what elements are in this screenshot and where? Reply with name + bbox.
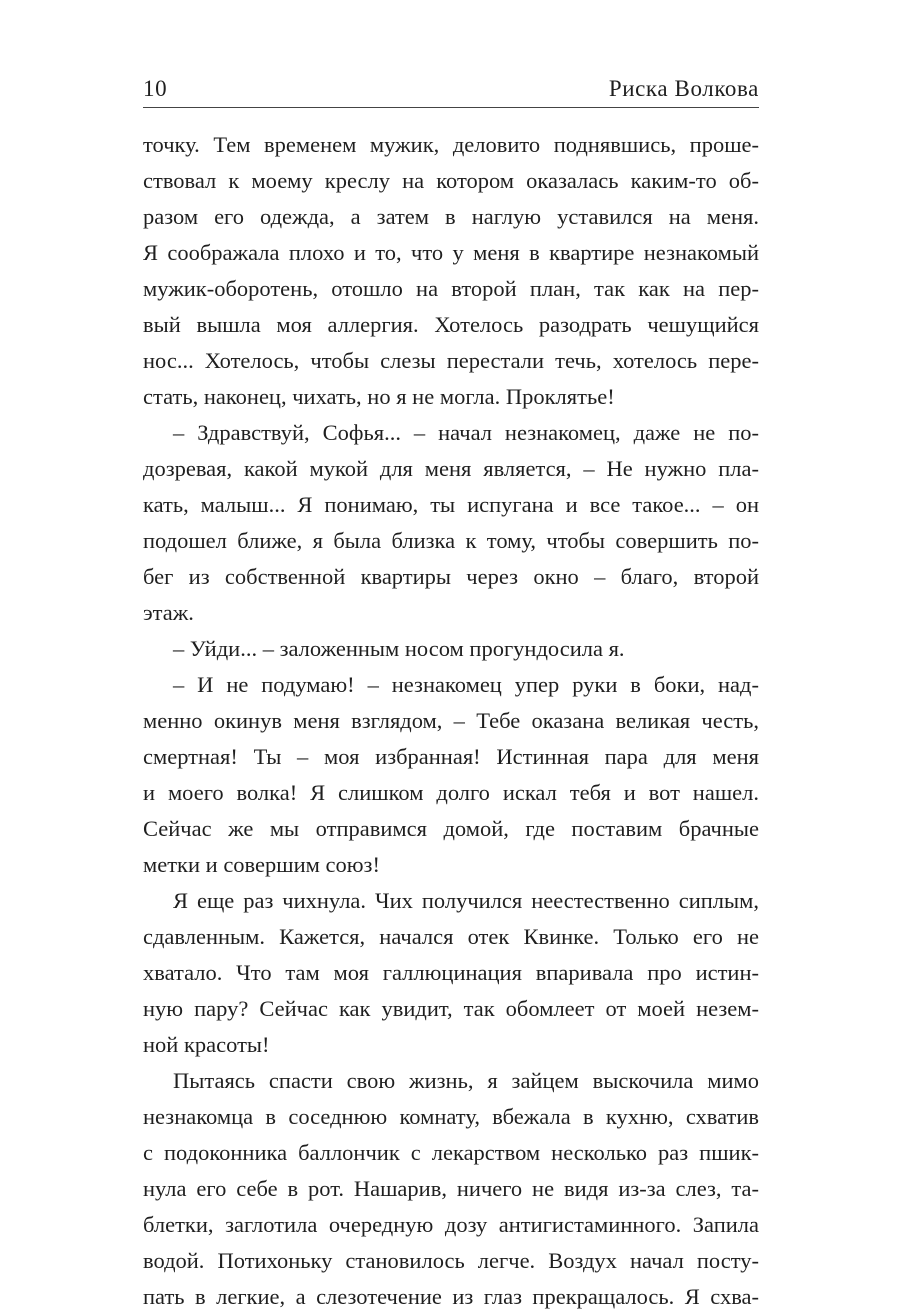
author-name: Риска Волкова — [608, 76, 759, 101]
text-line: подошел ближе, я была близка к тому, чтобы совершить по- — [143, 528, 759, 553]
text-line: метки и совершим союз! — [143, 852, 380, 877]
text-line: нула его себе в рот. Нашарив, ничего не видя из-за слез, та- — [143, 1176, 759, 1201]
text-line: разом его одежда, а затем в наглую уставился на меня. — [143, 204, 759, 229]
text-line: ную пару? Сейчас как увидит, так обомлеет от моей незем- — [143, 996, 759, 1021]
text-line: – Здравствуй, Софья... – начал незнакомец, даже не по- — [173, 420, 759, 445]
text-line: Сейчас же мы отправимся домой, где поставим брачные — [143, 816, 759, 841]
running-header — [143, 68, 759, 102]
text-line: стать, наконец, чихать, но я не могла. Проклятье! — [143, 384, 615, 409]
text-line: пать в легкие, а слезотечение из глаз прекращалось. Я схва- — [143, 1284, 759, 1309]
header-rule — [143, 107, 759, 108]
text-line: с подоконника баллончик с лекарством несколько раз пшик- — [143, 1140, 759, 1165]
page-number: 10 — [143, 76, 168, 101]
text-line: ствовал к моему креслу на котором оказалась каким-то об- — [143, 168, 759, 193]
text-line: – Уйди... – заложенным носом прогундосила я. — [173, 636, 625, 661]
text-line: смертная! Ты – моя избранная! Истинная пара для меня — [143, 744, 759, 769]
text-line: Я соображала плохо и то, что у меня в квартире незнакомый — [143, 240, 759, 265]
text-line: дозревая, какой мукой для меня является, – Не нужно пла- — [143, 456, 759, 481]
text-line: вый вышла моя аллергия. Хотелось разодрать чешущийся — [143, 312, 759, 337]
text-line: этаж. — [143, 600, 194, 625]
text-line: бег из собственной квартиры через окно – благо, второй — [143, 564, 759, 589]
text-line: сдавленным. Кажется, начался отек Квинке. Только его не — [143, 924, 759, 949]
text-line: водой. Потихоньку становилось легче. Воздух начал посту- — [143, 1248, 759, 1273]
text-line: ной красоты! — [143, 1032, 270, 1057]
text-line: Я еще раз чихнула. Чих получился неестественно сиплым, — [173, 888, 759, 913]
text-line: незнакомца в соседнюю комнату, вбежала в кухню, схватив — [143, 1104, 759, 1129]
text-line: блетки, заглотила очередную дозу антигистаминного. Запила — [143, 1212, 759, 1237]
text-line: и моего волка! Я слишком долго искал тебя и вот нашел. — [143, 780, 759, 805]
text-line: Пытаясь спасти свою жизнь, я зайцем выскочила мимо — [173, 1068, 759, 1093]
text-line: – И не подумаю! – незнакомец упер руки в боки, над- — [173, 672, 759, 697]
text-line: нос... Хотелось, чтобы слезы перестали течь, хотелось пере- — [143, 348, 759, 373]
text-line: точку. Тем временем мужик, деловито поднявшись, проше- — [143, 132, 759, 157]
body-text — [143, 127, 759, 1315]
text-line: хватало. Что там моя галлюцинация впаривала про истин- — [143, 960, 759, 985]
text-line: мужик-оборотень, отошло на второй план, так как на пер- — [143, 276, 759, 301]
text-line: кать, малыш... Я понимаю, ты испугана и все такое... – он — [143, 492, 759, 517]
text-line: менно окинув меня взглядом, – Тебе оказана великая честь, — [143, 708, 759, 733]
